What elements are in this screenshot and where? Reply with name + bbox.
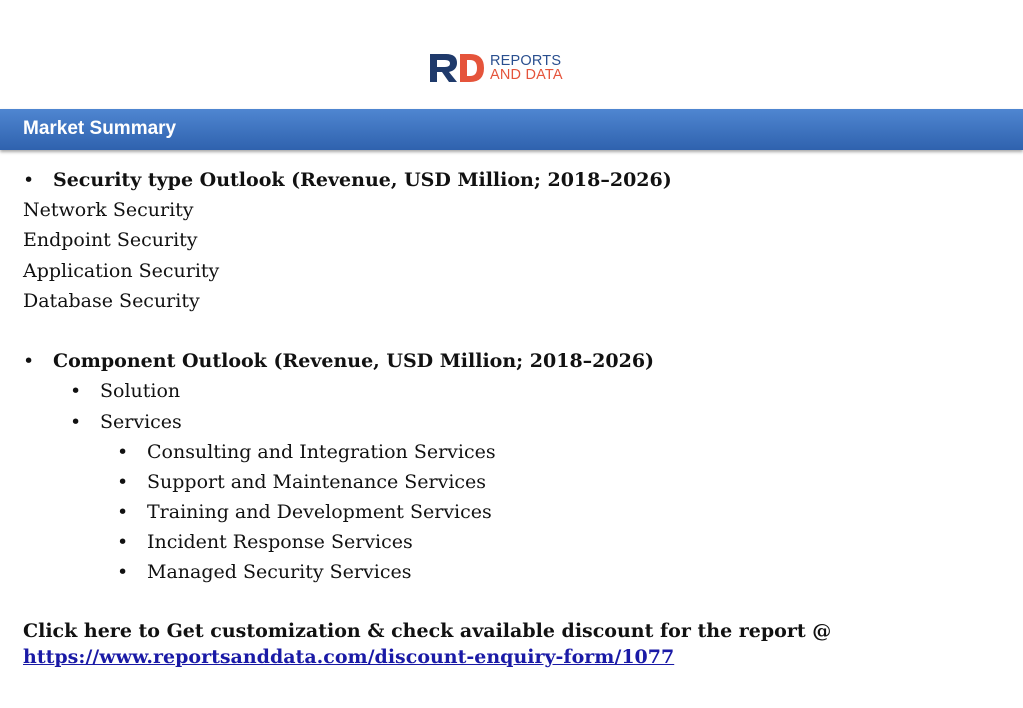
rd-logo-mark-icon: [430, 52, 486, 84]
list-item: Application Security: [23, 259, 220, 282]
list-item: [23, 527, 1003, 557]
bullet-icon: •: [70, 410, 82, 433]
bullet-icon: •: [117, 531, 129, 554]
list-item: [23, 376, 1003, 406]
logo-wordmark: [490, 54, 563, 82]
list-item-label: Incident Response Services: [147, 531, 413, 554]
list-item: [23, 467, 1003, 497]
bullet-icon: •: [23, 169, 35, 191]
list-item-label: Consulting and Integration Services: [147, 440, 496, 463]
list-item: Endpoint Security: [23, 229, 198, 252]
bullet-icon: •: [117, 501, 129, 524]
list-item: [23, 557, 1003, 587]
bullet-icon: •: [117, 440, 129, 463]
list-item: [23, 437, 1003, 467]
bullet-icon: •: [23, 350, 35, 373]
section-heading-security-type: [23, 165, 1003, 195]
reports-and-data-logo: [430, 52, 563, 84]
list-item-label: Training and Development Services: [147, 501, 492, 524]
summary-content: [23, 165, 1003, 588]
section-heading-component: [23, 346, 1003, 376]
list-item: Database Security: [23, 289, 200, 312]
banner-title: Market Summary: [23, 118, 177, 139]
list-item: [23, 407, 1003, 437]
spacer: [23, 316, 1003, 346]
bullet-icon: •: [117, 561, 129, 584]
section-heading-text: Security type Outlook (Revenue, USD Million; 2018–2026): [53, 169, 672, 191]
list-item-label: Support and Maintenance Services: [147, 470, 487, 493]
list-item: Network Security: [23, 199, 194, 222]
discount-enquiry-link[interactable]: https://www.reportsanddata.com/discount-enquiry-form/1077: [23, 646, 675, 668]
list-item-label: Managed Security Services: [147, 561, 412, 584]
bullet-icon: •: [117, 470, 129, 493]
logo-line-2: AND DATA: [490, 67, 563, 83]
call-to-action: [23, 618, 831, 670]
market-summary-banner: [0, 109, 1023, 150]
list-item: [23, 497, 1003, 527]
section-heading-text: Component Outlook (Revenue, USD Million; 2018–2026): [53, 350, 655, 373]
list-item-label: Solution: [100, 380, 181, 403]
bullet-icon: •: [70, 380, 82, 403]
logo-line-1: REPORTS: [490, 53, 562, 69]
cta-text: Click here to Get customization & check available discount for the report @: [23, 620, 832, 642]
list-item-label: Services: [100, 410, 182, 433]
